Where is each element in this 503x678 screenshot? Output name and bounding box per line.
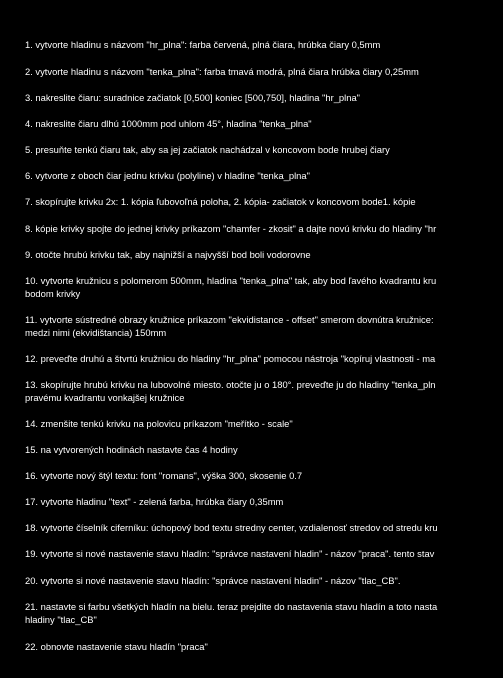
instruction-item <box>25 469 503 482</box>
instruction-text: 15. na vytvorených hodinách nastavte čas 4 hodiny <box>25 444 238 455</box>
instruction-item <box>25 91 503 104</box>
instruction-item <box>25 495 503 508</box>
instruction-item <box>25 574 503 587</box>
instruction-text: 3. nakreslite čiaru: suradnice začiatok [0,500] koniec [500,750], hladina "hr_plna" <box>25 92 360 103</box>
instruction-item <box>25 443 503 456</box>
instruction-text: medzi nimi (ekvidištancia) 150mm <box>25 327 167 338</box>
instruction-item <box>25 65 503 78</box>
instruction-text: 7. skopírujte krivku 2x: 1. kópia ľubovoľná poloha, 2. kópia- začiatok v koncovom bode1. kópie <box>25 196 416 207</box>
instruction-text: 8. kópie krivky spojte do jednej krivky príkazom "chamfer - zkosit" a dajte novú krivku do hladiny "hr <box>25 223 437 234</box>
instruction-item <box>25 143 503 156</box>
instruction-text: 18. vytvorte číselník ciferníku: úchopový bod textu stredny center, vzdialenosť stredov od stredu kru <box>25 522 438 533</box>
instruction-text: 14. zmenšite tenkú krivku na polovicu príkazom "meřítko - scale" <box>25 418 293 429</box>
instruction-text: 21. nastavte si farbu všetkých hladín na bielu. teraz prejdite do nastavenia stavu hladín a toto nasta <box>25 601 438 612</box>
instruction-text: pravému kvadrantu vonkajšej kružnice <box>25 392 185 403</box>
instruction-item <box>25 547 503 560</box>
instruction-text: 6. vytvorte z oboch čiar jednu krivku (polyline) v hladine "tenka_plna" <box>25 170 310 181</box>
instruction-text: 19. vytvorte si nové nastavenie stavu hladín: "správce nastavení hladin" - názov "praca". tento stav <box>25 548 435 559</box>
instruction-text: 20. vytvorte si nové nastavenie stavu hladín: "správce nastavení hladin" - názov "tlac_CB". <box>25 575 401 586</box>
instruction-text: 12. preveďte druhú a štvrtú kružnicu do hladiny "hr_plna" pomocou nástroja "kopíruj vlastnosti - ma <box>25 353 436 364</box>
instruction-item <box>25 195 503 208</box>
instruction-item <box>25 352 503 365</box>
instruction-item <box>25 378 503 404</box>
instruction-text: 5. presuňte tenkú čiaru tak, aby sa jej začiatok nachádzal v koncovom bode hrubej čiary <box>25 144 390 155</box>
instruction-item <box>25 313 503 339</box>
instruction-item <box>25 417 503 430</box>
instruction-text: hladiny "tlac_CB" <box>25 614 97 625</box>
instruction-item <box>25 169 503 182</box>
instruction-item <box>25 222 503 235</box>
instruction-text: 11. vytvorte sústredné obrazy kružnice príkazom "ekvidistance - offset" smerom dovnútra kružnice: <box>25 314 434 325</box>
instruction-text: 1. vytvorte hladinu s názvom "hr_plna": farba červená, plná čiara, hrúbka čiary 0,5mm <box>25 39 381 50</box>
instruction-item <box>25 640 503 653</box>
instruction-item <box>25 274 503 300</box>
instruction-text: 22. obnovte nastavenie stavu hladín "praca" <box>25 641 208 652</box>
instruction-text: 10. vytvorte kružnicu s polomerom 500mm, hladina "tenka_plna" tak, aby bod ľavého kvadrantu kru <box>25 275 437 286</box>
instruction-text: 4. nakreslite čiaru dlhú 1000mm pod uhlom 45°, hladina "tenka_plna" <box>25 118 312 129</box>
instruction-text: 17. vytvorte hladinu "text" - zelená farba, hrúbka čiary 0,35mm <box>25 496 284 507</box>
instruction-text: 9. otočte hrubú krivku tak, aby najnižší a najvyšší bod boli vodorovne <box>25 249 311 260</box>
instruction-item <box>25 521 503 534</box>
instruction-text: 13. skopírujte hrubú krivku na lubovolné miesto. otočte ju o 180°. preveďte ju do hladiny "tenka_pln <box>25 379 436 390</box>
instruction-item <box>25 38 503 51</box>
instruction-text: bodom krivky <box>25 288 81 299</box>
instruction-item <box>25 600 503 626</box>
instruction-text: 2. vytvorte hladinu s názvom "tenka_plna": farba tmavá modrá, plná čiara hrúbka čiary 0,25mm <box>25 66 419 77</box>
instruction-item <box>25 248 503 261</box>
instruction-item <box>25 117 503 130</box>
instruction-text: 16. vytvorte nový štýl textu: font "romans", výška 300, skosenie 0.7 <box>25 470 303 481</box>
